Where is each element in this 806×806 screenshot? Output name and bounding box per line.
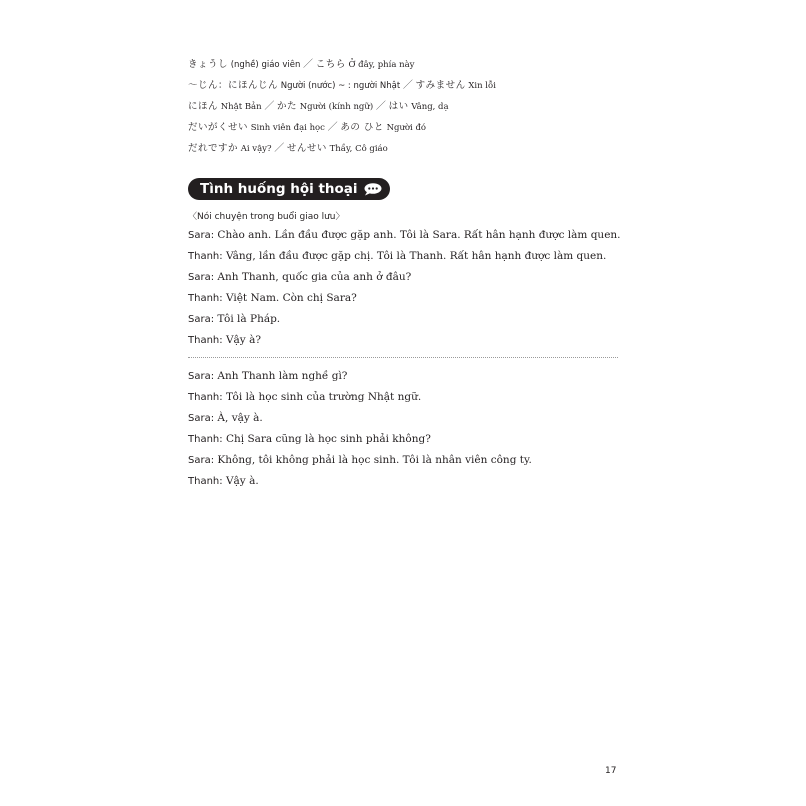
vocab-meaning: Sinh viên đại học [250,123,325,133]
dialog-line [188,471,628,492]
vocab-term: はい [388,101,409,112]
dialog-line [188,387,628,408]
dialog-part-1 [188,209,628,351]
utterance: Tôi là học sinh của trường Nhật ngữ. [222,391,422,403]
utterance: Vâng, lần đầu được gặp chị. Tôi là Thanh. Rất hân hạnh được làm quen. [222,250,607,262]
speaker-name: Sara: [188,272,215,283]
vocab-separator: ／ [274,143,285,154]
vocab-line [188,54,628,75]
speaker-name: Thanh: [188,293,223,304]
vocab-meaning: (nghề) giáo viên [230,60,301,70]
speaker-name: Sara: [188,413,215,424]
dialog-context: 〈Nói chuyện trong buổi giao lưu〉 [188,212,345,222]
utterance: Vậy à. [222,475,259,487]
vocab-meaning: Vâng, dạ [411,102,449,112]
utterance: Không, tôi không phải là học sinh. Tôi là nhân viên công ty. [214,454,532,466]
vocab-line [188,117,628,138]
vocabulary-list [188,54,628,159]
vocab-term: 〜じん：にほんじん [188,80,279,91]
vocab-term: すみません [415,80,466,91]
vocab-term: かた [277,101,298,112]
dialog-line [188,267,628,288]
dialog-line [188,309,628,330]
vocab-separator: ／ [264,101,275,112]
speech-bubble-icon [363,182,383,196]
dialog-line [188,330,628,351]
utterance: Chào anh. Lần đầu được gặp anh. Tôi là Sara. Rất hân hạnh được làm quen. [214,229,621,241]
utterance: Chị Sara cũng là học sinh phải không? [222,433,431,445]
vocab-separator: ／ [303,59,314,70]
vocab-line [188,75,628,96]
vocab-meaning: Người (nước) ~ : người Nhật [280,81,401,91]
dialog-line [188,246,628,267]
vocab-meaning: Người (kính ngữ) [299,102,374,112]
utterance: À, vậy à. [214,412,263,424]
speaker-name: Thanh: [188,392,223,403]
utterance: Việt Nam. Còn chị Sara? [222,292,357,304]
utterance: Anh Thanh, quốc gia của anh ở đâu? [214,271,412,283]
speaker-name: Sara: [188,230,215,241]
vocab-line [188,96,628,117]
vocab-separator: ／ [402,80,413,91]
vocab-line [188,138,628,159]
speaker-name: Thanh: [188,251,223,262]
section-heading [188,178,390,200]
vocab-term: せんせい [286,143,327,154]
speaker-name: Thanh: [188,476,223,487]
speaker-name: Thanh: [188,335,223,346]
dialog-line [188,429,628,450]
dotted-divider [188,357,618,358]
vocab-meaning: Xin lỗi [468,81,496,91]
utterance: Tôi là Pháp. [214,313,281,325]
vocab-separator: ／ [375,101,386,112]
vocab-term: あの ひと [340,122,384,133]
vocab-meaning: Thầy, Cô giáo [329,144,388,154]
speaker-name: Sara: [188,455,215,466]
vocab-meaning: Ai vậy? [240,144,272,154]
section-title: Tình huống hội thoại [200,181,358,197]
dialog-line [188,366,628,387]
dialog-line [188,408,628,429]
speaker-name: Thanh: [188,434,223,445]
vocab-meaning: Người đó [386,123,427,133]
vocab-meaning: Ở đây, phía này [348,60,415,70]
dialog-line [188,225,628,246]
vocab-separator: ／ [327,122,338,133]
vocab-meaning: Nhật Bản [220,102,262,112]
vocab-term: こちら [315,59,346,70]
section-title-pill [188,178,390,200]
utterance: Anh Thanh làm nghề gì? [214,370,348,382]
vocab-term: だれですか [188,143,239,154]
speaker-name: Sara: [188,371,215,382]
page-number: 17 [605,766,617,776]
vocab-term: にほん [188,101,219,112]
vocab-term: だいがくせい [188,122,249,133]
dialog-line [188,450,628,471]
utterance: Vậy à? [222,334,261,346]
dialog-line [188,288,628,309]
dialog-part-2 [188,366,628,492]
vocab-term: きょうし [188,59,229,70]
speaker-name: Sara: [188,314,215,325]
